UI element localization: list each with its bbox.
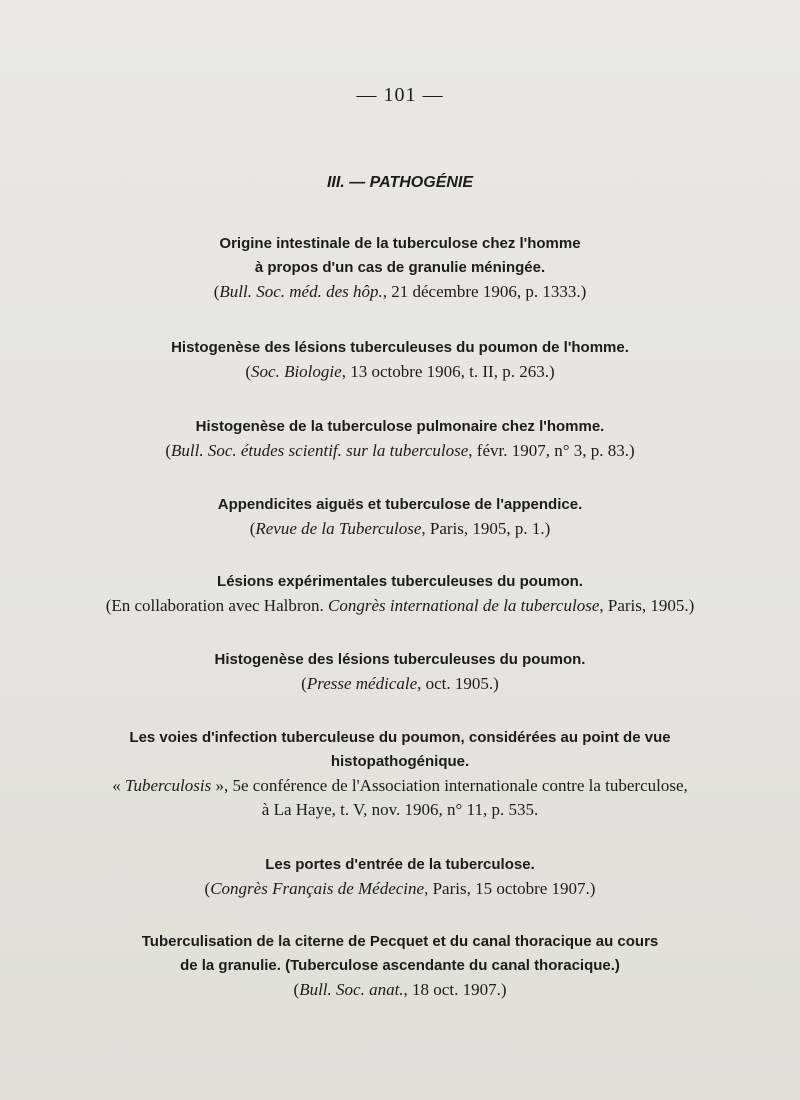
entry-reference: (Revue de la Tuberculose, Paris, 1905, p. 1.)	[249, 519, 551, 538]
entry-title: Appendicites aiguës et tuberculose de l'appendice.	[217, 496, 583, 513]
entry-title: Histogenèse de la tuberculose pulmonaire chez l'homme.	[195, 418, 605, 435]
entry-reference: (Bull. Soc. méd. des hôp., 21 décembre 1906, p. 1333.)	[213, 282, 587, 301]
entry-6	[60, 648, 740, 696]
section-title: III. — PATHOGÉNIE	[326, 174, 474, 191]
entry-title: Lésions expérimentales tuberculeuses du poumon.	[217, 573, 583, 590]
entry-reference: (Soc. Biologie, 13 octobre 1906, t. II, p. 263.)	[245, 362, 555, 381]
entry-title: Histogenèse des lésions tuberculeuses du poumon de l'homme.	[171, 339, 629, 356]
entry-reference: « Tuberculosis », 5e conférence de l'Association internationale contre la tuberculose,	[112, 776, 688, 795]
entry-3	[60, 415, 740, 463]
entry-reference: (Bull. Soc. études scientif. sur la tuberculose, févr. 1907, n° 3, p. 83.)	[165, 441, 635, 460]
entry-title: Tuberculisation de la citerne de Pecquet et du canal thoracique au cours	[141, 933, 659, 950]
entry-title: Les portes d'entrée de la tuberculose.	[265, 856, 535, 873]
page-number: — 101 —	[356, 84, 444, 106]
entry-reference: (Congrès Français de Médecine, Paris, 15 octobre 1907.)	[204, 879, 596, 898]
entry-2	[60, 336, 740, 384]
entry-title: de la granulie. (Tuberculose ascendante du canal thoracique.)	[180, 957, 620, 974]
entry-reference-continued: à La Haye, t. V, nov. 1906, n° 11, p. 535.	[261, 800, 539, 819]
entry-1	[60, 232, 740, 304]
entry-title: Histogenèse des lésions tuberculeuses du poumon.	[214, 651, 586, 668]
entry-title: histopathogénique.	[330, 753, 470, 770]
entry-7	[60, 726, 740, 822]
entry-title: à propos d'un cas de granulie méningée.	[254, 259, 546, 276]
entry-8	[60, 853, 740, 901]
entry-title: Origine intestinale de la tuberculose chez l'homme	[219, 235, 581, 252]
entry-reference: (Presse médicale, oct. 1905.)	[301, 674, 499, 693]
entry-4	[60, 493, 740, 541]
entry-title: Les voies d'infection tuberculeuse du poumon, considérées au point de vue	[129, 729, 671, 746]
entry-reference: (Bull. Soc. anat., 18 oct. 1907.)	[293, 980, 507, 999]
entry-reference: (En collaboration avec Halbron. Congrès international de la tuberculose, Paris, 1905.)	[105, 596, 695, 615]
entry-5	[60, 570, 740, 618]
entry-9	[60, 930, 740, 1002]
